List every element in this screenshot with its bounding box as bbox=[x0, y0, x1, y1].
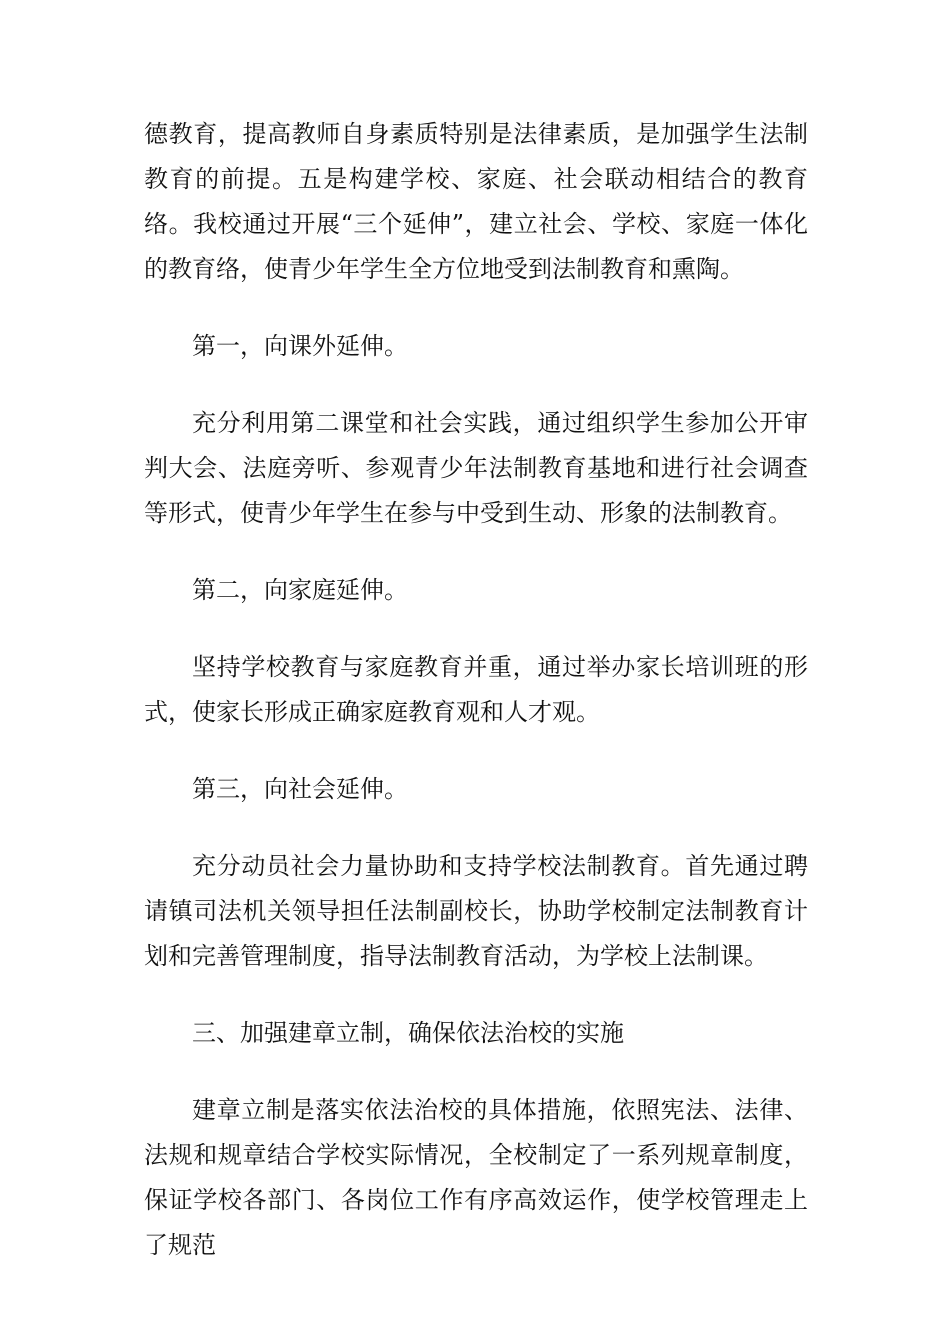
section-heading: 三、加强建章立制，确保依法治校的实施 bbox=[192, 1019, 624, 1047]
document-body bbox=[144, 112, 808, 1268]
paragraph-extracurricular: 充分利用第二课堂和社会实践，通过组织学生参加公开审判大会、法庭旁听、参观青少年法制教育基地和进行社会调查等形式，使青少年学生在参与中受到生动、形象的法制教育。 bbox=[144, 409, 808, 527]
paragraph-continuation: 德教育，提高教师自身素质特别是法律素质，是加强学生法制教育的前提。五是构建学校、家庭、社会联动相结合的教育络。我校通过开展“三个延伸”，建立社会、学校、家庭一体化的教育络，使青少年学生全方位地受到法制教育和熏陶。 bbox=[144, 120, 808, 283]
paragraph-heading-second: 第二，向家庭延伸。 bbox=[192, 576, 408, 604]
paragraph-heading-third: 第三，向社会延伸。 bbox=[192, 775, 408, 803]
paragraph-regulations: 建章立制是落实依法治校的具体措施，依照宪法、法律、法规和规章结合学校实际情况，全校制定了一系列规章制度，保证学校各部门、各岗位工作有序高效运作，使学校管理走上了规范 bbox=[144, 1096, 808, 1259]
paragraph-family: 坚持学校教育与家庭教育并重，通过举办家长培训班的形式，使家长形成正确家庭教育观和人才观。 bbox=[144, 653, 808, 726]
paragraph-heading-first: 第一，向课外延伸。 bbox=[192, 332, 408, 360]
paragraph-society: 充分动员社会力量协助和支持学校法制教育。首先通过聘请镇司法机关领导担任法制副校长，协助学校制定法制教育计划和完善管理制度，指导法制教育活动，为学校上法制课。 bbox=[144, 852, 808, 970]
